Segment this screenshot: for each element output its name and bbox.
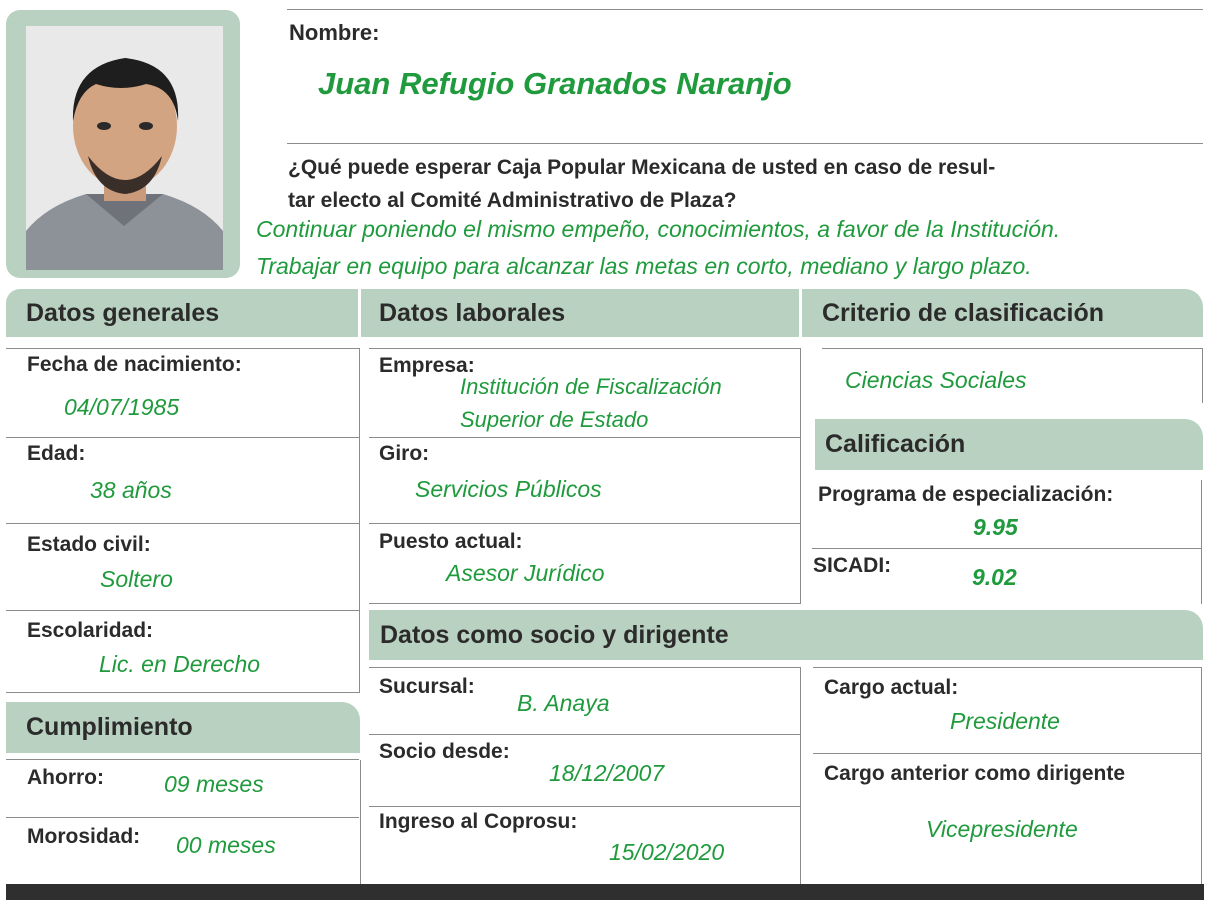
row-divider (369, 667, 800, 668)
puesto-value: Asesor Jurídico (446, 560, 605, 586)
cargo-anterior-label: Cargo anterior como dirigente (824, 762, 1126, 785)
calificacion-header (815, 419, 1203, 470)
column-divider (800, 348, 801, 604)
candidate-name: Juan Refugio Granados Naranjo (318, 66, 792, 101)
cargo-actual-value: Presidente (950, 708, 1060, 734)
estado-civil-value: Soltero (100, 566, 173, 592)
socio-header (369, 610, 1203, 660)
cargo-actual-label: Cargo actual: (824, 676, 959, 699)
ahorro-label: Ahorro: (27, 766, 104, 789)
ingreso-label: Ingreso al Coprosu: (379, 810, 578, 833)
ingreso-value: 15/02/2020 (609, 839, 725, 865)
edad-value: 38 años (90, 477, 172, 503)
row-divider (369, 523, 800, 524)
cumplimiento-header (6, 702, 360, 753)
candidate-photo (26, 26, 223, 270)
sicadi-value: 9.02 (972, 564, 1017, 590)
criterio-title: Criterio de clasificación (822, 298, 1105, 327)
empresa-value-1: Institución de Fiscalización (460, 374, 722, 399)
sicadi-label: SICADI: (813, 554, 892, 577)
datos-generales-header (6, 289, 358, 337)
morosidad-value: 00 meses (176, 832, 276, 858)
edad-label: Edad: (27, 442, 86, 465)
answer-line-2: Trabajar en equipo para alcanzar las metas en corto, mediano y largo plazo. (256, 253, 1032, 279)
row-divider (6, 348, 359, 349)
estado-civil-label: Estado civil: (27, 533, 151, 556)
puesto-label: Puesto actual: (379, 530, 523, 553)
morosidad-label: Morosidad: (27, 825, 141, 848)
row-divider (6, 523, 359, 524)
row-divider (813, 753, 1202, 754)
name-label: Nombre: (289, 20, 380, 45)
sucursal-label: Sucursal: (379, 675, 475, 698)
sucursal-value: B. Anaya (517, 690, 610, 716)
escolaridad-value: Lic. en Derecho (99, 651, 261, 677)
programa-value: 9.95 (973, 514, 1018, 540)
column-divider (1202, 348, 1203, 403)
name-divider (287, 143, 1203, 144)
row-divider (369, 603, 800, 604)
top-divider (287, 9, 1203, 10)
column-divider (359, 348, 360, 693)
programa-label: Programa de especialización: (818, 483, 1114, 506)
row-divider (6, 817, 359, 818)
answer-line-1: Continuar poniendo el mismo empeño, conocimientos, a favor de la Institución. (256, 216, 1061, 242)
question-line-2: tar electo al Comité Administrativo de Plaza? (288, 189, 737, 212)
question-line-1: ¿Qué puede esperar Caja Popular Mexicana de usted en caso de resul- (288, 156, 996, 179)
socio-desde-value: 18/12/2007 (549, 760, 665, 786)
cumplimiento-title: Cumplimiento (26, 713, 193, 741)
row-divider (813, 667, 1202, 668)
photo-frame (6, 10, 240, 278)
ahorro-value: 09 meses (164, 771, 264, 797)
footer-bar (6, 884, 1204, 900)
row-divider (369, 348, 800, 349)
column-divider (1201, 667, 1202, 884)
datos-generales-title: Datos generales (26, 298, 220, 327)
criterio-header (802, 289, 1203, 337)
datos-laborales-title: Datos laborales (379, 298, 566, 327)
row-divider (812, 548, 1202, 549)
socio-title: Datos como socio y dirigente (380, 620, 729, 649)
datos-laborales-header (361, 289, 799, 337)
fecha-label: Fecha de nacimiento: (27, 353, 242, 376)
empresa-value-2: Superior de Estado (460, 407, 649, 432)
escolaridad-label: Escolaridad: (27, 619, 154, 642)
row-divider (6, 692, 359, 693)
giro-value: Servicios Públicos (415, 476, 602, 502)
row-divider (369, 806, 800, 807)
column-divider (1201, 480, 1202, 604)
empresa-label: Empresa: (379, 354, 475, 377)
criterio-value: Ciencias Sociales (845, 367, 1027, 393)
socio-desde-label: Socio desde: (379, 740, 510, 763)
row-divider (6, 610, 359, 611)
column-divider (360, 760, 361, 884)
row-divider (369, 437, 800, 438)
row-divider (369, 734, 800, 735)
giro-label: Giro: (379, 442, 430, 465)
calificacion-title: Calificación (825, 430, 966, 458)
fecha-value: 04/07/1985 (64, 394, 180, 420)
row-divider (6, 437, 359, 438)
cargo-anterior-value: Vicepresidente (926, 816, 1078, 842)
person-portrait-icon (26, 26, 223, 270)
row-divider (6, 759, 359, 760)
row-divider (822, 348, 1202, 349)
column-divider (800, 667, 801, 884)
